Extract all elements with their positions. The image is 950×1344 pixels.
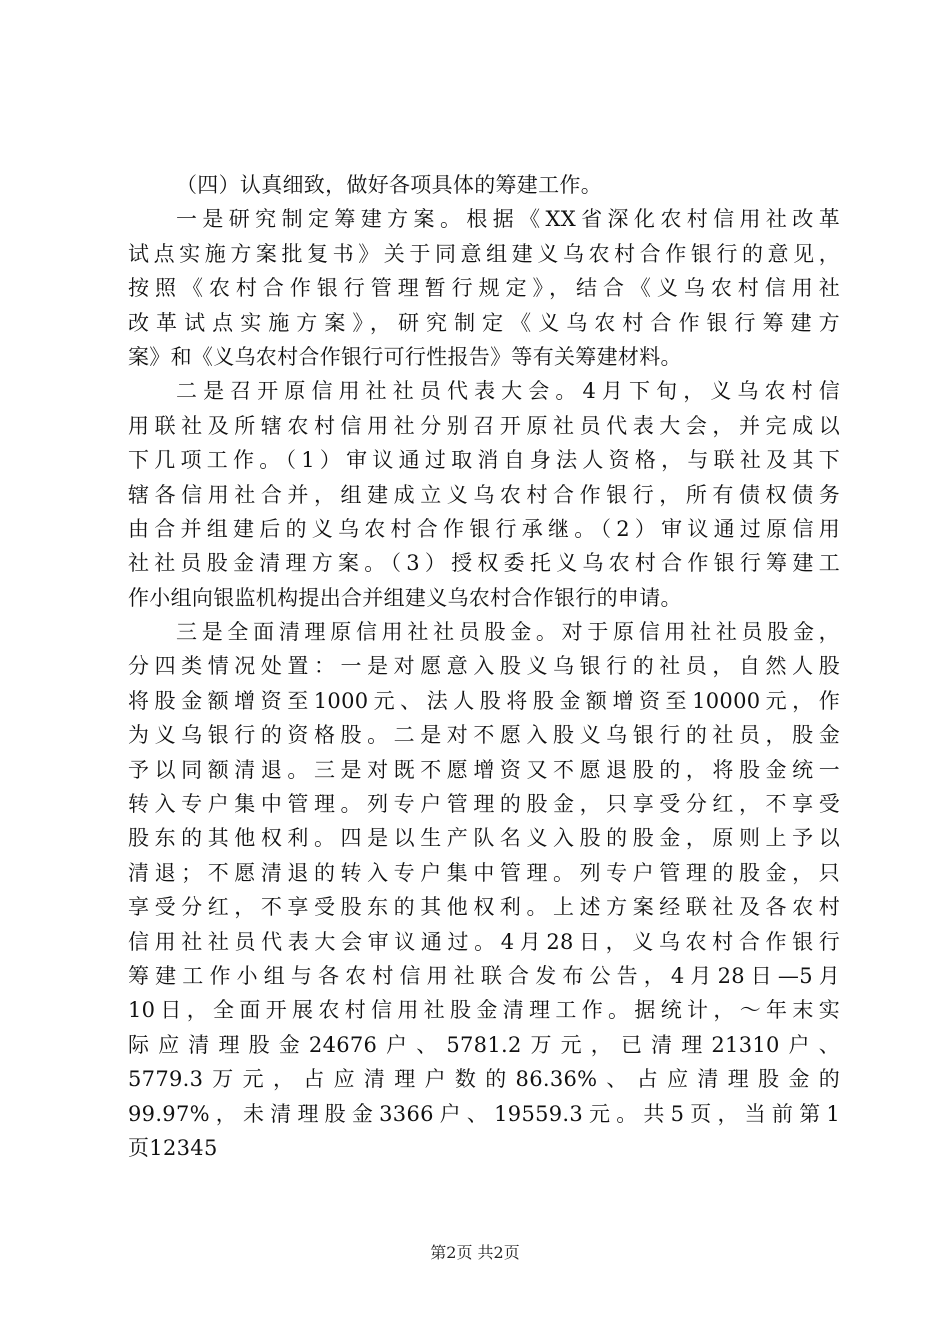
text-line: 下几项工作。（1）审议通过取消自身法人资格，与联社及其下 (128, 448, 840, 473)
text-line: 一是研究制定筹建方案。根据《XX省深化农村信用社改革 (176, 207, 840, 232)
text-line: 信用社社员代表大会审议通过。4月28日，义乌农村合作银行 (128, 929, 840, 954)
text-line: 予以同额清退。三是对既不愿增资又不愿退股的，将股金统一 (128, 757, 840, 782)
text-line: 社社员股金清理方案。（3）授权委托义乌农村合作银行筹建工 (128, 551, 840, 576)
text-line: 试点实施方案批复书》关于同意组建义乌农村合作银行的意见， (128, 241, 840, 266)
text-line: 10日，全面开展农村信用社股金清理工作。据统计，～年末实 (128, 998, 840, 1023)
page-footer: 第2页 共2页 (430, 1243, 520, 1262)
text-line: 由合并组建后的义乌农村合作银行承继。（2）审议通过原信用 (128, 516, 840, 541)
text-line: 转入专户集中管理。列专户管理的股金，只享受分红，不享受 (128, 792, 840, 817)
text-line: 按照《农村合作银行管理暂行规定》，结合《义乌农村信用社 (128, 276, 840, 301)
text-line: 改革试点实施方案》，研究制定《义乌农村合作银行筹建方 (128, 310, 840, 335)
document-body (128, 168, 840, 1165)
text-line: 99.97%，未清理股金3366户、19559.3元。共5页，当前第1 (128, 1101, 840, 1126)
text-line: 分四类情况处置：一是对愿意入股义乌银行的社员，自然人股 (128, 654, 840, 679)
text-line: 三是全面清理原信用社社员股金。对于原信用社社员股金， (176, 620, 840, 645)
text-line: 清退；不愿清退的转入专户集中管理。列专户管理的股金，只 (128, 860, 840, 885)
text-line: 用联社及所辖农村信用社分别召开原社员代表大会，并完成以 (128, 413, 840, 438)
text-line: 将股金额增资至1000元、法人股将股金额增资至10000元，作 (128, 688, 840, 713)
text-line: 案》和《义乌农村合作银行可行性报告》等有关筹建材料。 (128, 344, 682, 369)
text-line: 页12345 (128, 1135, 218, 1160)
text-line: 作小组向银监机构提出合并组建义乌农村合作银行的申请。 (128, 585, 682, 610)
text-line: 为义乌银行的资格股。二是对不愿入股义乌银行的社员，股金 (128, 723, 840, 748)
text-line: 辖各信用社合并，组建成立义乌农村合作银行，所有债权债务 (128, 482, 840, 507)
text-line: 享受分红，不享受股东的其他权利。上述方案经联社及各农村 (128, 895, 840, 920)
text-line: 5779.3万元，占应清理户数的86.36%、占应清理股金的 (128, 1067, 840, 1092)
text-line: 际应清理股金24676户、5781.2万元，已清理21310户、 (128, 1032, 840, 1057)
text-line: 筹建工作小组与各农村信用社联合发布公告，4月28日—5月 (128, 963, 840, 988)
text-line: 二是召开原信用社社员代表大会。4月下旬，义乌农村信 (176, 379, 840, 404)
text-line: （四）认真细致，做好各项具体的筹建工作。 (176, 173, 602, 197)
text-line: 股东的其他权利。四是以生产队名义入股的股金，原则上予以 (128, 826, 840, 851)
